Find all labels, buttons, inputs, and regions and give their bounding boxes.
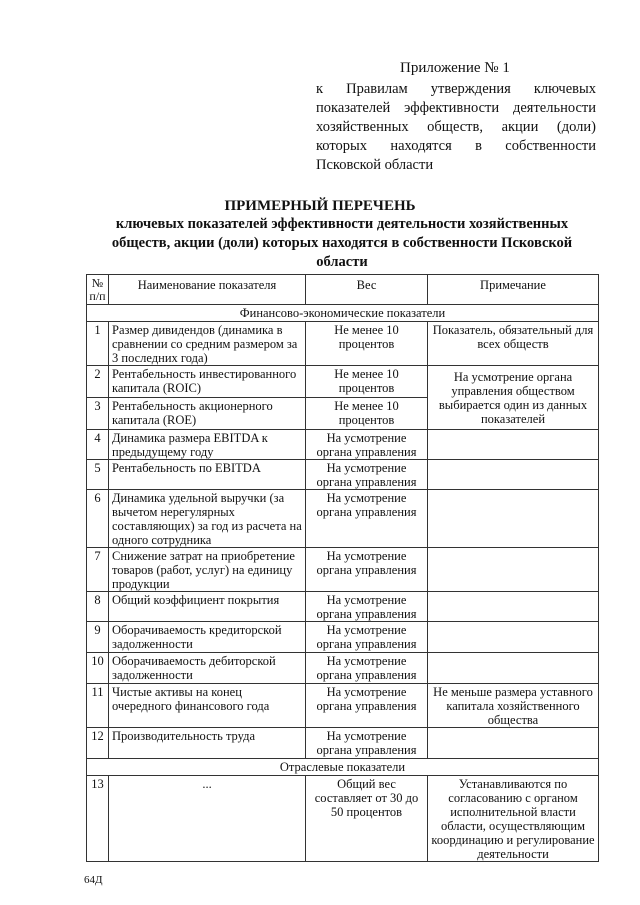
table-row bbox=[87, 684, 599, 728]
row-number: 8 bbox=[87, 592, 109, 622]
indicator-note: На усмотрение органа управления обществом выбирается один из данных показателей bbox=[428, 366, 599, 430]
kpi-table bbox=[86, 274, 599, 862]
row-number: 13 bbox=[87, 776, 109, 862]
table-row bbox=[87, 728, 599, 759]
indicator-note bbox=[428, 460, 599, 490]
row-number: 4 bbox=[87, 430, 109, 460]
indicator-note bbox=[428, 653, 599, 684]
section-title: Отраслевые показатели bbox=[87, 759, 599, 776]
header-num: № п/п bbox=[87, 275, 109, 305]
table-row bbox=[87, 776, 599, 862]
table-row bbox=[87, 653, 599, 684]
indicator-note: Не меньше размера уставного капитала хозяйственного общества bbox=[428, 684, 599, 728]
indicator-note: Устанавливаются по согласованию с органом исполнительной власти области, осуществляющим координацию и регулирование деятельности bbox=[428, 776, 599, 862]
indicator-weight: На усмотрение органа управления bbox=[306, 490, 428, 548]
indicator-name: Оборачиваемость дебиторской задолженности bbox=[109, 653, 306, 684]
indicator-note bbox=[428, 430, 599, 460]
row-number: 9 bbox=[87, 622, 109, 653]
indicator-name: Снижение затрат на приобретение товаров (работ, услуг) на единицу продукции bbox=[109, 548, 306, 592]
section-title: Финансово-экономические показатели bbox=[87, 305, 599, 322]
indicator-name: Оборачиваемость кредиторской задолженности bbox=[109, 622, 306, 653]
indicator-weight: На усмотрение органа управления bbox=[306, 430, 428, 460]
indicator-name: Динамика удельной выручки (за вычетом нерегулярных составляющих) за год из расчета на одного сотрудника bbox=[109, 490, 306, 548]
indicator-weight: На усмотрение органа управления bbox=[306, 592, 428, 622]
row-number: 10 bbox=[87, 653, 109, 684]
row-number: 3 bbox=[87, 398, 109, 430]
indicator-weight: На усмотрение органа управления bbox=[306, 460, 428, 490]
indicator-name: Рентабельность акционерного капитала (ROE) bbox=[109, 398, 306, 430]
indicator-note bbox=[428, 490, 599, 548]
row-number: 7 bbox=[87, 548, 109, 592]
row-number: 12 bbox=[87, 728, 109, 759]
indicator-name: Рентабельность по EBITDA bbox=[109, 460, 306, 490]
indicator-weight: На усмотрение органа управления bbox=[306, 548, 428, 592]
table-row bbox=[87, 490, 599, 548]
section-row bbox=[87, 305, 599, 322]
indicator-name: Рентабельность инвестированного капитала (ROIC) bbox=[109, 366, 306, 398]
row-number: 11 bbox=[87, 684, 109, 728]
row-number: 1 bbox=[87, 322, 109, 366]
table-row bbox=[87, 460, 599, 490]
indicator-note bbox=[428, 592, 599, 622]
indicator-weight: Не менее 10 процентов bbox=[306, 398, 428, 430]
header-weight: Вес bbox=[306, 275, 428, 305]
indicator-name: Общий коэффициент покрытия bbox=[109, 592, 306, 622]
indicator-note: Показатель, обязательный для всех обществ bbox=[428, 322, 599, 366]
table-row bbox=[87, 366, 599, 398]
indicator-weight: Не менее 10 процентов bbox=[306, 366, 428, 398]
indicator-weight: Не менее 10 процентов bbox=[306, 322, 428, 366]
indicator-weight: Общий вес составляет от 30 до 50 процентов bbox=[306, 776, 428, 862]
row-number: 6 bbox=[87, 490, 109, 548]
document-subtitle: ключевых показателей эффективности деятельности хозяйственных обществ, акции (доли) которых находятся в собственности Псковской области bbox=[111, 216, 573, 270]
document-title: ПРИМЕРНЫЙ ПЕРЕЧЕНЬ bbox=[224, 198, 416, 214]
indicator-name: Производительность труда bbox=[109, 728, 306, 759]
header-name: Наименование показателя bbox=[109, 275, 306, 305]
table-header-row bbox=[87, 275, 599, 305]
indicator-weight: На усмотрение органа управления bbox=[306, 728, 428, 759]
row-number: 2 bbox=[87, 366, 109, 398]
indicator-weight: На усмотрение органа управления bbox=[306, 684, 428, 728]
indicator-name: Чистые активы на конец очередного финансового года bbox=[109, 684, 306, 728]
indicator-name: ... bbox=[109, 776, 306, 862]
table-row bbox=[87, 322, 599, 366]
row-number: 5 bbox=[87, 460, 109, 490]
table-body bbox=[87, 305, 599, 862]
header-note: Примечание bbox=[428, 275, 599, 305]
table-row bbox=[87, 622, 599, 653]
indicator-name: Размер дивидендов (динамика в сравнении со средним размером за 3 последних года) bbox=[109, 322, 306, 366]
annex-title: Приложение № 1 bbox=[400, 60, 510, 76]
table-row bbox=[87, 592, 599, 622]
indicator-note bbox=[428, 728, 599, 759]
table-row bbox=[87, 430, 599, 460]
section-row bbox=[87, 759, 599, 776]
table-row bbox=[87, 548, 599, 592]
indicator-weight: На усмотрение органа управления bbox=[306, 622, 428, 653]
indicator-weight: На усмотрение органа управления bbox=[306, 653, 428, 684]
indicator-name: Динамика размера EBITDA к предыдущему году bbox=[109, 430, 306, 460]
annex-text: к Правилам утверждения ключевых показателей эффективности деятельности хозяйственных обществ, акции (доли) которых находятся в собственности Псковской области bbox=[316, 81, 596, 173]
indicator-note bbox=[428, 622, 599, 653]
footer-code: 64Д bbox=[84, 874, 103, 886]
indicator-note bbox=[428, 548, 599, 592]
